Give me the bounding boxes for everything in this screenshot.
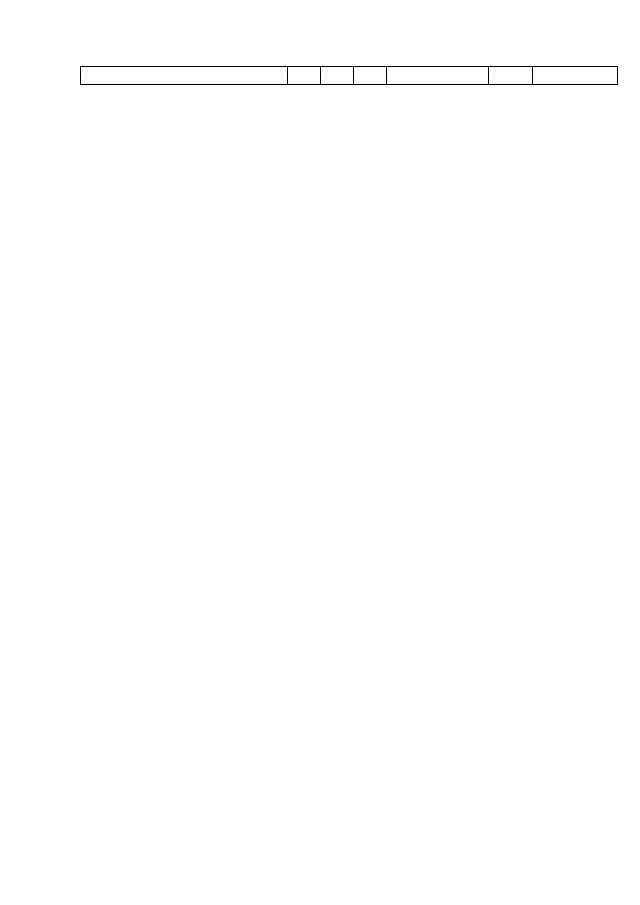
- header-col-3: [320, 67, 354, 84]
- header-col-5: [386, 67, 489, 84]
- header-col-6: [488, 67, 533, 84]
- table-header: [80, 66, 618, 85]
- header-col-1: [81, 67, 287, 84]
- header-col-7: [532, 67, 619, 84]
- header-col-4: [353, 67, 387, 84]
- header-col-2: [287, 67, 321, 84]
